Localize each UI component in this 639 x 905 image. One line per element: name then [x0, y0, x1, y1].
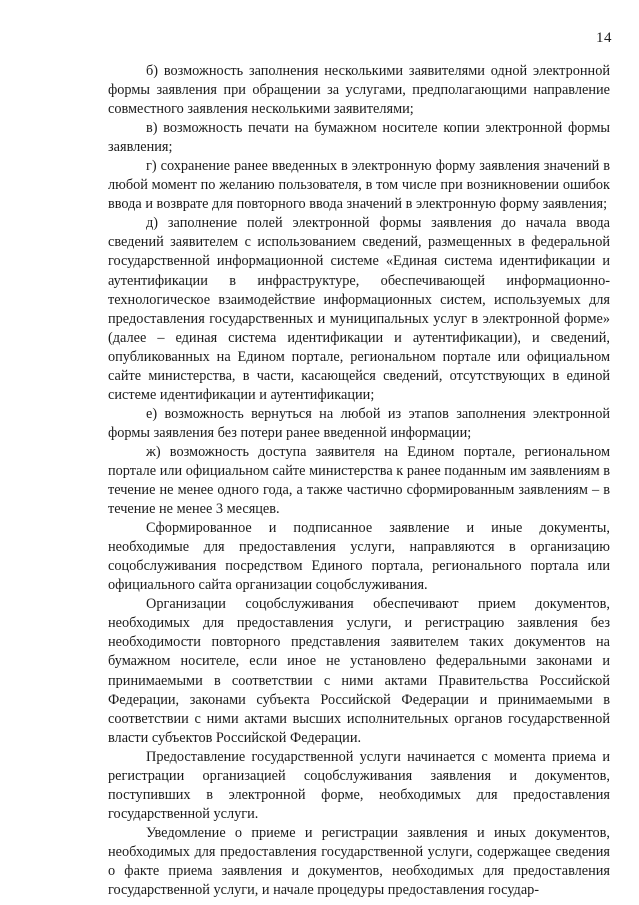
- paragraph-item-zh: ж) возможность доступа заявителя на Едином портале, региональном портале или официальном сайте министерства к ранее поданным им заявлениям в течение не менее одного года, а также частично сформированным заявлениям – в течение не менее 3 месяцев.: [108, 443, 610, 518]
- paragraph-item-e: е) возможность вернуться на любой из этапов заполнения электронной формы заявления без потери ранее введенной информации;: [108, 405, 610, 441]
- paragraph-item-b: б) возможность заполнения несколькими заявителями одной электронной формы заявления при обращении за услугами, предполагающими направление совместного заявления несколькими заявителями;: [108, 63, 610, 118]
- paragraph-item-g: г) сохранение ранее введенных в электронную форму заявления значений в любой момент по желанию пользователя, в том числе при возникновении ошибок ввода и возврате для повторного ввода значений в электронную форму заявления;: [108, 158, 610, 213]
- paragraph-acceptance: Организации соцобслуживания обеспечивают прием документов, необходимых для предоставления услуги, и регистрацию заявления без необходимости повторного представления заявителем таких документов на бумажном носителе, если иное не установлено федеральными законами и принимаемыми в соответствии с ними актами Правительства Российской Федерации, законами субъекта Российской Федерации и принимаемыми в соответствии с ними актами высших исполнительных органов государственной власти субъектов Российской Федерации.: [108, 596, 610, 746]
- paragraph-service-start: Предоставление государственной услуги начинается с момента приема и регистрации организацией соцобслуживания заявления и документов, поступивших в электронной форме, необходимых для предоставления государственной услуги.: [108, 748, 610, 822]
- document-body: [108, 62, 610, 900]
- paragraph-notification: Уведомление о приеме и регистрации заявления и иных документов, необходимых для предоставления государственной услуги, содержащее сведения о факте приема заявления и документов, необходимых для предоставления государственной услуги, и начале процедуры предоставления государ-: [108, 824, 610, 899]
- paragraph-item-v: в) возможность печати на бумажном носителе копии электронной формы заявления;: [108, 120, 610, 156]
- paragraph-submission: Сформированное и подписанное заявление и иные документы, необходимые для предоставления услуги, направляются в организацию соцобслуживания посредством Единого портала, регионального портала или официального сайта организации соцобслуживания.: [108, 520, 610, 594]
- paragraph-item-d: д) заполнение полей электронной формы заявления до начала ввода сведений заявителем с использованием сведений, размещенных в федеральной государственной информационной системе «Единая система идентификации и аутентификации в инфраструктуре, обеспечивающей информационно-технологическое взаимодействие информационных систем, используемых для предоставления государственных и муниципальных услуг в электронной форме» (далее – единая система идентификации и аутентификации), и сведений, опубликованных на Едином портале, региональном портале или официальном сайте министерства, в части, касающейся сведений, отсутствующих в единой системе идентификации и аутентификации;: [108, 215, 610, 403]
- page-number: 14: [596, 30, 612, 46]
